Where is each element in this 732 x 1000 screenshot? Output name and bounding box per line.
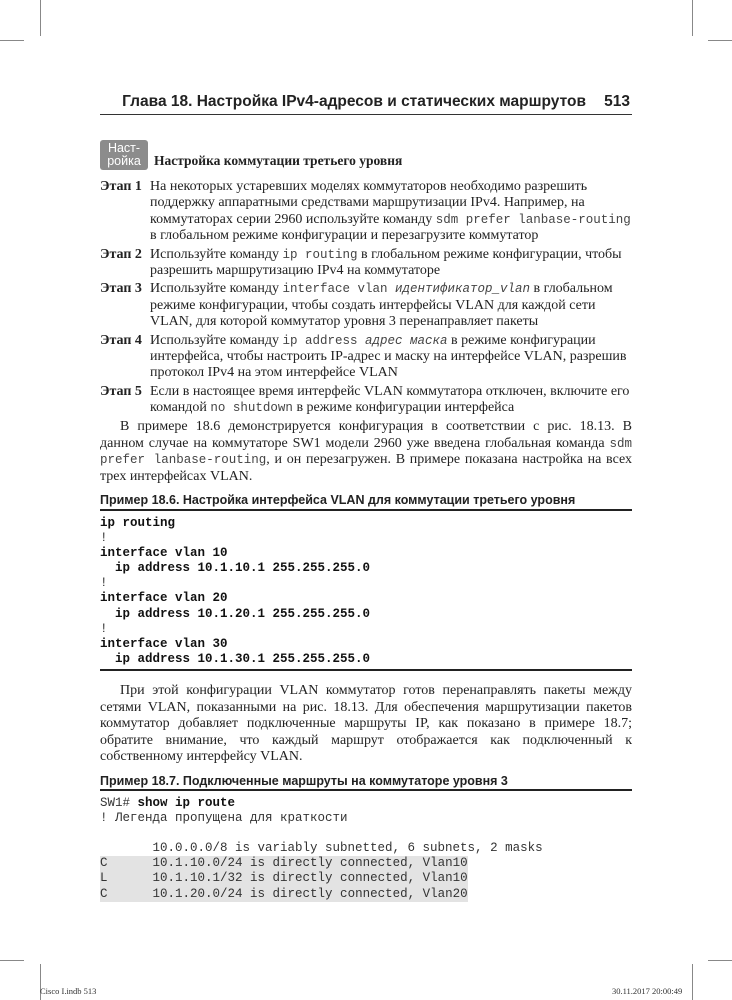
- paragraph: [100, 683, 632, 766]
- example-title: Пример 18.6. Настройка интерфейса VLAN для коммутации третьего уровня: [100, 493, 576, 507]
- step-text: Используйте команду: [150, 246, 283, 262]
- inline-code-param: идентификатор_vlan: [395, 282, 531, 297]
- inline-code: sdm prefer lanbase-routing: [435, 212, 631, 227]
- step-text: в режиме конфигурации интерфейса: [292, 400, 515, 416]
- running-header: [100, 93, 630, 113]
- code-line: interface vlan 20: [100, 591, 228, 606]
- step-text: Используйте команду: [150, 332, 283, 348]
- code-line: !: [100, 576, 108, 591]
- route-text: 10.1.10.0/24 is directly connected, Vlan10: [152, 856, 468, 871]
- example-rule: [100, 509, 632, 511]
- step-text: в глобальном режиме конфигурации, чтобы разрешить маршрутизацию IPv4 на коммутаторе: [150, 246, 622, 279]
- paragraph-text: В примере 18.6 демонстрируется конфигурация в соответствии с рис. 18.13. В данном случае на коммутаторе SW1 модели 2960 уже введена глобальная команда: [100, 419, 632, 451]
- badge-line: Наст-: [107, 141, 141, 155]
- crop-mark: [692, 964, 693, 1000]
- code-line: ip routing: [100, 516, 176, 530]
- step-text: На некоторых устаревших моделях коммутаторов необходимо разрешить поддержку аппаратными средствами маршрутизации IPv4. Например, на коммутаторах серии 2960 используйте команду: [150, 179, 588, 227]
- code-listing: [100, 796, 632, 902]
- step-text: Используйте команду: [150, 281, 283, 297]
- code-line: !: [100, 621, 108, 636]
- route-code: C: [100, 886, 108, 901]
- steps-list: [100, 179, 632, 419]
- step-text: в глобальном режиме конфигурации и перезагрузите коммутатор: [150, 228, 539, 244]
- route-code: C: [100, 856, 108, 871]
- crop-mark: [0, 40, 24, 41]
- code-listing: [100, 516, 632, 667]
- header-rule: [100, 114, 632, 115]
- paragraph-text: , и он перезагружен. В примере показана настройка на всех трех интерфейсах VLAN.: [100, 452, 632, 484]
- code-line: ip address 10.1.20.1 255.255.255.0: [100, 606, 371, 621]
- footer-left: Cisco I.indb 513: [40, 986, 97, 996]
- step-label: Этап 1: [100, 179, 142, 194]
- step-item: [100, 384, 632, 417]
- setup-title: Настройка коммутации третьего уровня: [154, 153, 403, 168]
- code-line: interface vlan 30: [100, 636, 228, 651]
- page-number: 513: [604, 93, 630, 110]
- step-item: [100, 281, 632, 330]
- inline-code: ip routing: [282, 247, 358, 262]
- inline-code: ip address: [282, 333, 365, 348]
- route-row: [100, 856, 632, 871]
- cli-command: show ip route: [137, 796, 236, 810]
- crop-mark: [0, 960, 24, 961]
- step-text: в режиме конфигурации интерфейса, чтобы настроить IP-адрес и маску на интерфейсе VLAN, разрешив протокол IPv4 на этом интерфейсе VLAN: [150, 332, 627, 381]
- paragraph-text: При этой конфигурации VLAN коммутатор готов перенаправлять пакеты между сетями VLAN, показанными на рис. 18.13. Для обеспечения маршрутизации пакетов коммутатор добавляет подключенные маршруты IP, как показано в примере 18.7; обратите внимание, что каждый маршрут отображается как подключенный к собственному интерфейсу VLAN.: [100, 683, 632, 764]
- route-code: L: [100, 871, 108, 886]
- step-item: [100, 333, 632, 382]
- route-row: [100, 887, 632, 902]
- footer-right: 30.11.2017 20:00:49: [612, 986, 683, 996]
- inline-code: no shutdown: [210, 401, 293, 416]
- chapter-title: Глава 18. Настройка IPv4-адресов и статических маршрутов: [122, 93, 586, 110]
- crop-mark: [708, 40, 732, 41]
- step-text: в глобальном режиме конфигурации, чтобы создать интерфейсы VLAN для каждой сети VLAN, для которой коммутатор уровня 3 перенаправляет пакеты: [150, 281, 613, 330]
- example-rule: [100, 789, 632, 791]
- code-line: !: [100, 531, 108, 546]
- inline-code: sdm prefer lanbase-routing: [100, 436, 632, 467]
- badge-line: ройка: [107, 154, 141, 168]
- step-label: Этап 2: [100, 246, 142, 262]
- setup-badge: [100, 140, 148, 170]
- route-summary: 10.0.0.0/8 is variably subnetted, 6 subnets, 2 masks: [100, 841, 543, 856]
- code-line: ip address 10.1.30.1 255.255.255.0: [100, 651, 371, 666]
- crop-mark: [708, 960, 732, 961]
- code-line: interface vlan 10: [100, 546, 228, 561]
- paragraph: [100, 419, 632, 485]
- crop-mark: [40, 0, 41, 36]
- route-row: [100, 871, 632, 886]
- inline-code-param: адрес маска: [365, 333, 448, 348]
- example-title: Пример 18.7. Подключенные маршруты на коммутаторе уровня 3: [100, 774, 508, 788]
- crop-mark: [692, 0, 693, 36]
- code-comment: ! Легенда пропущена для краткости: [100, 811, 348, 826]
- step-label: Этап 5: [100, 383, 142, 399]
- example-rule: [100, 669, 632, 671]
- step-label: Этап 3: [100, 281, 142, 297]
- cli-prompt: SW1#: [100, 796, 138, 810]
- code-line: ip address 10.1.10.1 255.255.255.0: [100, 561, 371, 576]
- route-text: 10.1.20.0/24 is directly connected, Vlan20: [152, 886, 468, 901]
- step-label: Этап 4: [100, 332, 142, 348]
- inline-code: interface vlan: [282, 282, 396, 297]
- route-text: 10.1.10.1/32 is directly connected, Vlan10: [152, 871, 468, 886]
- step-item: [100, 179, 632, 245]
- step-item: [100, 247, 632, 280]
- step-text: Если в настоящее время интерфейс VLAN коммутатора отключен, включите его командой: [150, 383, 630, 416]
